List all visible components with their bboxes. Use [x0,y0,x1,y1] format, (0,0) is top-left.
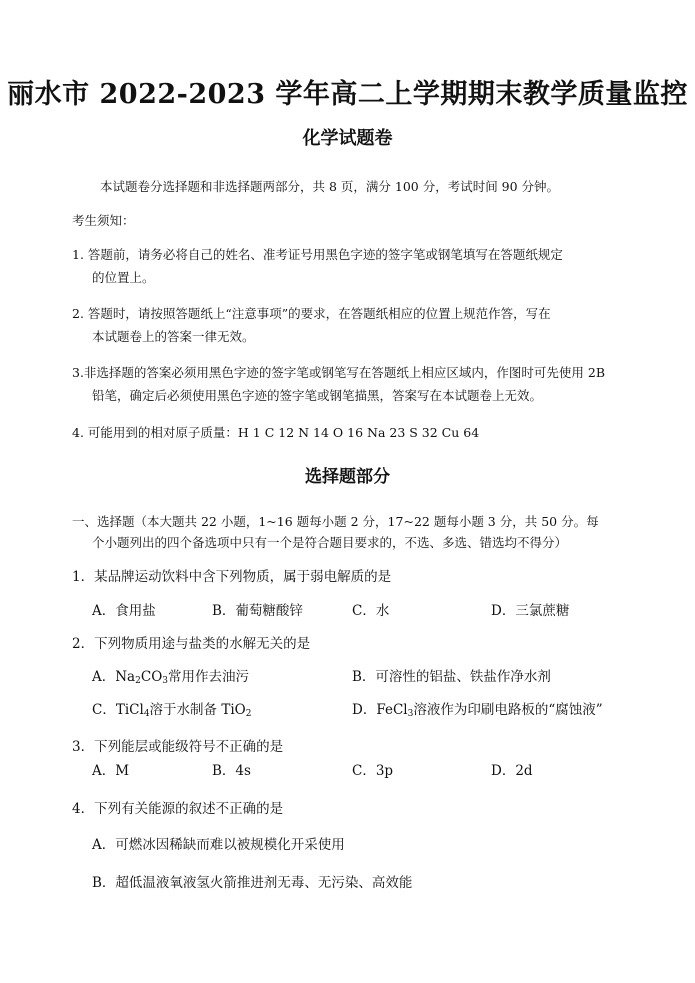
question-1-option-d: D．三氯蔗糖 [491,603,570,619]
notice-item-1-line-1: 1. 答题前，请务必将自己的姓名、准考证号用黑色字迹的签字笔或钢笔填写在答题纸规定 [72,247,563,262]
question-4-option-b: B．超低温液氧液氢火箭推进剂无毒、无污染、高效能 [92,875,413,891]
notice-item-2-line-1: 2. 答题时，请按照答题纸上“注意事项”的要求，在答题纸相应的位置上规范作答，写在 [72,306,551,321]
section-title: 选择题部分 [305,467,390,487]
notice-item-3-line-2: 铅笔，确定后必须使用黑色字迹的签字笔或钢笔描黑，答案写在本试题卷上无效。 [92,388,543,403]
question-2-option-c: C．TiCl$_4$溶于水制备 TiO$_2$ [92,702,252,719]
question-2-option-b: B．可溶性的铝盐、铁盐作净水剂 [352,669,551,685]
part1-instructions-line-1: 一、选择题（本大题共 22 小题，1~16 题每小题 2 分，17~22 题每小题 3 分，共 50 分。每 [72,514,599,529]
question-2-stem: 2．下列物质用途与盐类的水解无关的是 [72,636,311,652]
part1-instructions-line-2: 个小题列出的四个备选项中只有一个是符合题目要求的，不选、多选、错选均不得分） [92,535,568,550]
question-3-option-c: C．3p [352,763,394,779]
question-2-option-d: D．FeCl$_3$溶液作为印刷电路板的“腐蚀液” [352,702,603,719]
page-subtitle: 化学试题卷 [302,128,393,149]
question-3-option-b: B．4s [212,763,251,779]
question-3-option-d: D．2d [491,763,533,779]
question-3-option-a: A．M [92,763,130,779]
question-1-option-b: B．葡萄糖酸锌 [212,603,303,619]
notice-item-1-line-2: 的位置上。 [92,270,155,285]
question-1-option-c: C．水 [352,603,390,619]
question-4-stem: 4．下列有关能源的叙述不正确的是 [72,801,284,817]
question-4-option-a: A．可燃冰因稀缺而难以被规模化开采使用 [92,837,345,853]
notice-heading: 考生须知： [72,213,135,228]
notice-item-4: 4. 可能用到的相对原子质量：H 1 C 12 N 14 O 16 Na 23 S 32 Cu 64 [72,425,480,440]
notice-item-3-line-1: 3.非选择题的答案必须用黑色字迹的签字笔或钢笔写在答题纸上相应区域内，作图时可先使用 2B [72,365,606,380]
question-1-option-a: A．食用盐 [92,603,156,619]
page-title: 丽水市 2022-2023 学年高二上学期期末教学质量监控 [7,79,688,110]
question-3-stem: 3．下列能层或能级符号不正确的是 [72,739,284,755]
question-1-stem: 1．某品牌运动饮料中含下列物质，属于弱电解质的是 [72,569,392,585]
question-2-option-a: A．$Na_2CO_3$常用作去油污 [92,669,249,686]
notice-item-2-line-2: 本试题卷上的答案一律无效。 [92,329,255,344]
intro-text: 本试题卷分选择题和非选择题两部分，共 8 页，满分 100 分，考试时间 90 分钟。 [100,179,560,194]
